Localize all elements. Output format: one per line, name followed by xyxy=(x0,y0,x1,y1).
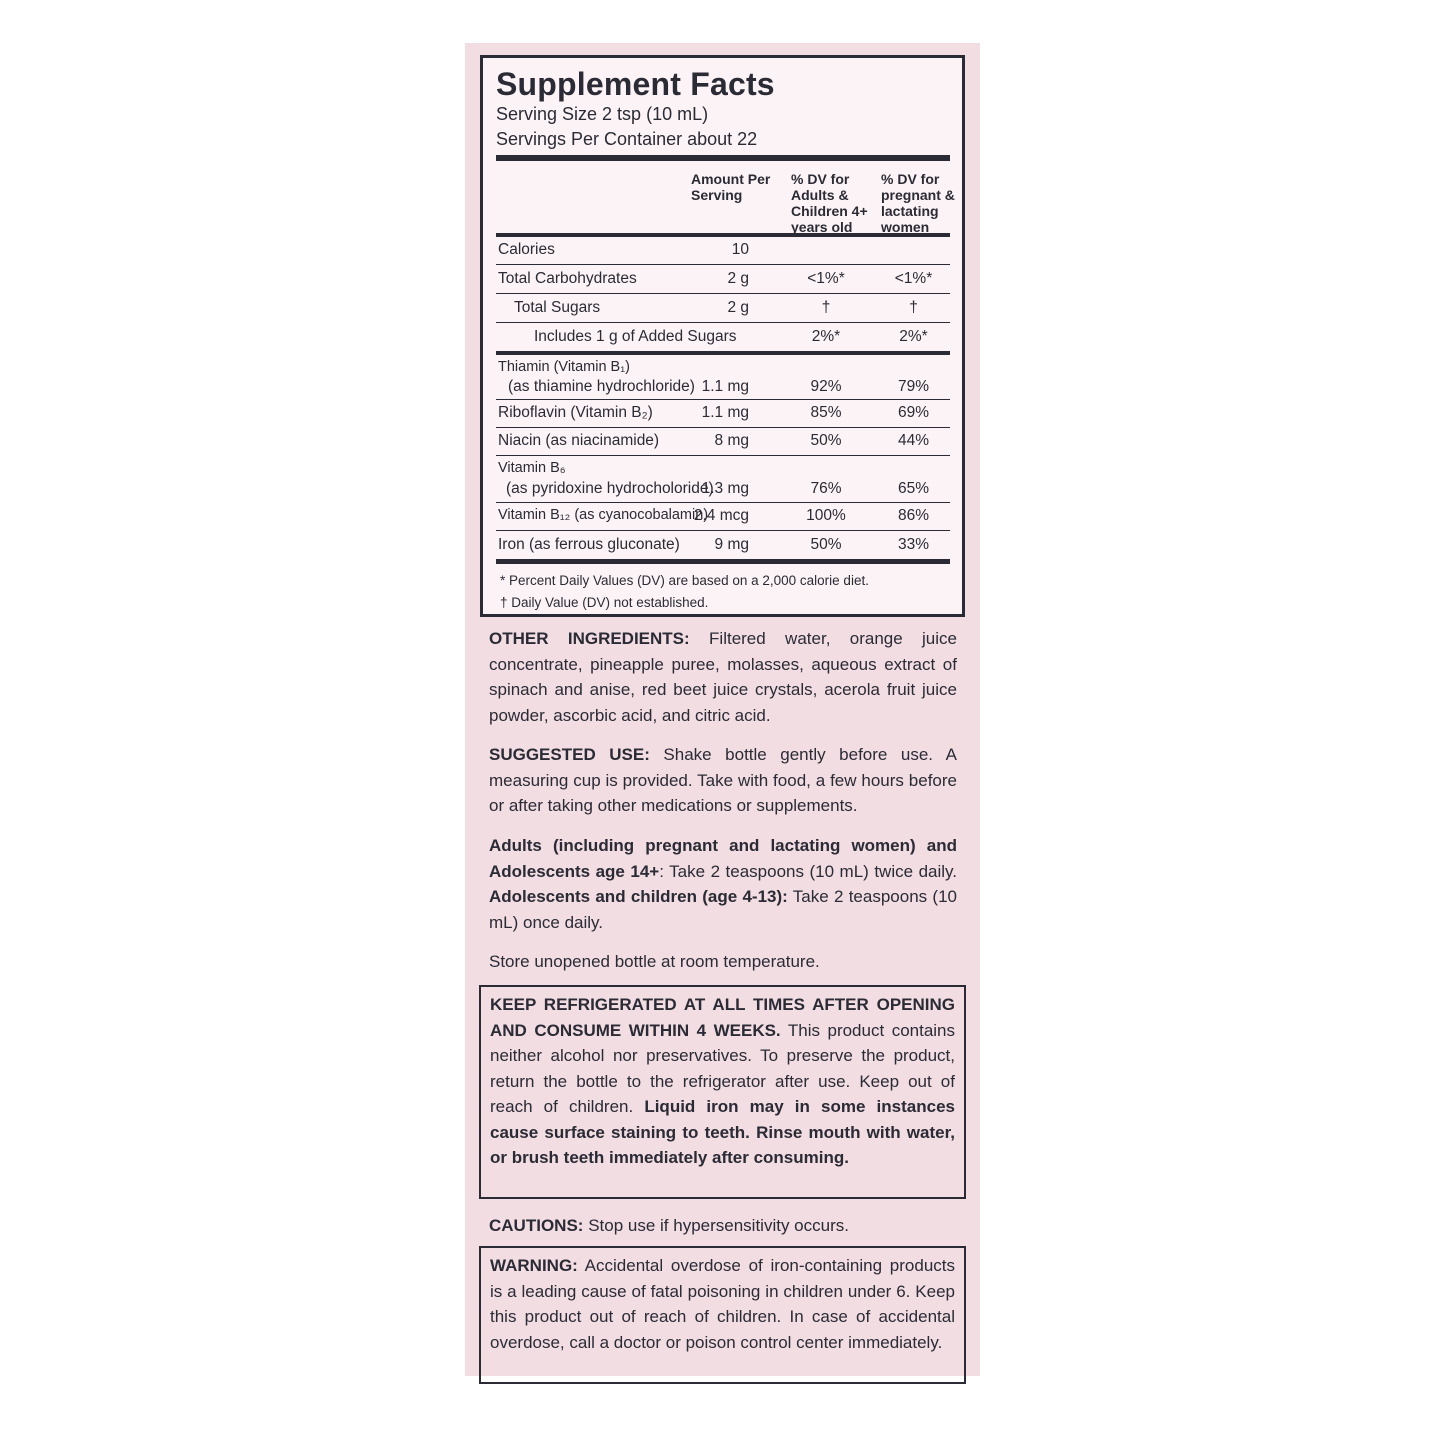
cautions-text: Stop use if hypersensitivity occurs. xyxy=(588,1216,849,1235)
nutrient-row: Vitamin B₆ (as pyridoxine hydrocholoride) 1.3 mg 76% 65% xyxy=(498,460,930,497)
nutrient-row: Includes 1 g of Added Sugars 2%* 2%* xyxy=(534,328,928,345)
footnote-dagger: † Daily Value (DV) not established. xyxy=(500,595,709,610)
nutrient-row: Total Sugars 2 g † † xyxy=(514,299,918,316)
supplement-facts-panel xyxy=(480,55,965,617)
serving-size: Serving Size 2 tsp (10 mL) xyxy=(496,104,709,124)
footnote-dv: * Percent Daily Values (DV) are based on a 2,000 calorie diet. xyxy=(500,573,869,588)
nutrient-row: Thiamin (Vitamin B₁) (as thiamine hydrochloride) 1.1 mg 92% 79% xyxy=(498,359,930,395)
header-dv-adults: % DV for Adults & Children 4+ years old xyxy=(791,171,868,235)
nutrient-row: Vitamin B₁₂ (as cyanocobalamin) 2.4 mcg 100% 86% xyxy=(498,507,930,524)
refrigerate-text: This product contains neither alcohol nor preservatives. To preserve the product, return the bottle to the refrigerator after use. Keep out of reach of children. xyxy=(490,1020,956,1116)
nutrient-row: Total Carbohydrates 2 g <1%* <1%* xyxy=(498,270,933,287)
column-headers xyxy=(496,165,955,235)
suggested-use-label: SUGGESTED USE: xyxy=(489,745,650,764)
servings-per-container: Servings Per Container about 22 xyxy=(496,129,758,149)
divider xyxy=(496,155,950,161)
storage-note: Store unopened bottle at room temperature. xyxy=(489,952,820,971)
adults-label: Adults (including pregnant and lactating women) and Adolescents age 14+ xyxy=(489,836,957,881)
warning-text: Accidental overdose of iron-containing products is a leading cause of fatal poisoning in children under 6. Keep this product out of reach of children. In case of accidental overdose, call a doctor or poison control center immediately. xyxy=(490,1256,956,1352)
refrigeration-notice xyxy=(479,985,966,1199)
refrigerate-bold-2: Liquid iron may in some instances cause surface staining to teeth. Rinse mouth with water, or brush teeth immediately after consuming. xyxy=(490,1097,955,1167)
product-label-panel xyxy=(465,43,980,1376)
suggested-use-text: Shake bottle gently before use. A measuring cup is provided. Take with food, a few hours before or after taking other medications or supplements. xyxy=(489,745,957,815)
nutrient-row: Riboflavin (Vitamin B₂) 1.1 mg 85% 69% xyxy=(498,404,930,421)
other-ingredients-text: Filtered water, orange juice concentrate, pineapple puree, molasses, aqueous extract of spinach and anise, red beet juice crystals, acerola fruit juice powder, ascorbic acid, and citric acid. xyxy=(489,629,957,725)
other-ingredients-label: OTHER INGREDIENTS: xyxy=(489,629,690,648)
header-amount: Amount Per Serving xyxy=(691,171,771,203)
facts-footnotes xyxy=(496,564,950,614)
suggested-use xyxy=(489,742,957,819)
warning-label: WARNING: xyxy=(490,1256,578,1275)
nutrient-row: Calories 10 xyxy=(498,241,749,258)
warning-box xyxy=(479,1246,966,1384)
refrigerate-bold-1: KEEP REFRIGERATED AT ALL TIMES AFTER OPENING AND CONSUME WITHIN 4 WEEKS. xyxy=(490,995,955,1040)
nutrient-row: Niacin (as niacinamide) 8 mg 50% 44% xyxy=(498,432,930,449)
dosage-directions xyxy=(489,833,957,935)
adults-text: : Take 2 teaspoons (10 mL) twice daily. xyxy=(659,861,957,881)
header-dv-pregnant: % DV for pregnant & lactating women xyxy=(881,171,955,235)
nutrient-row: Iron (as ferrous gluconate) 9 mg 50% 33% xyxy=(498,536,930,553)
cautions xyxy=(489,1213,957,1239)
other-ingredients xyxy=(489,626,957,728)
facts-title: Supplement Facts xyxy=(496,66,775,102)
children-label: Adolescents and children (age 4-13): xyxy=(489,887,788,906)
cautions-label: CAUTIONS: xyxy=(489,1216,584,1235)
children-text: Take 2 teaspoons (10 mL) once daily. xyxy=(489,887,957,932)
